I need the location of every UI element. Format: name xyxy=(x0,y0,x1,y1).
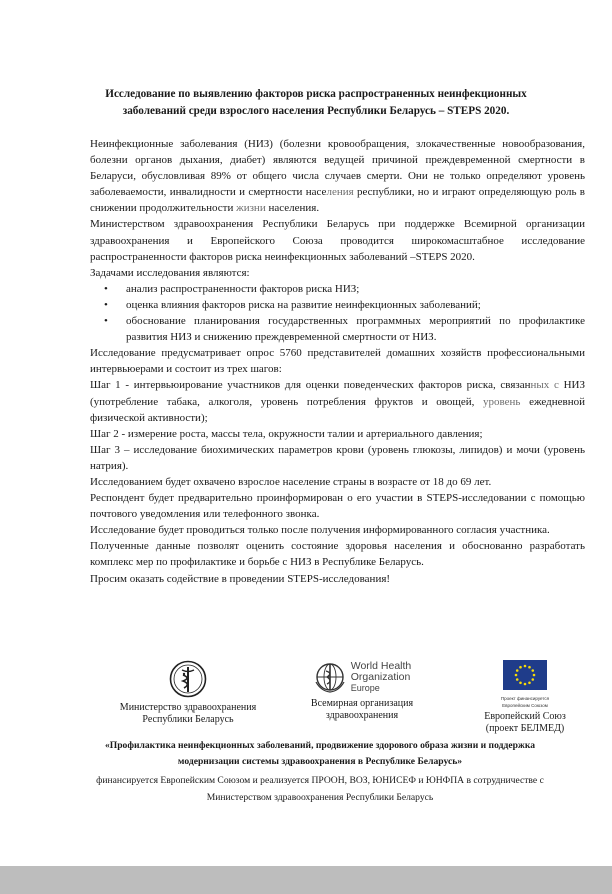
who-emblem-icon xyxy=(313,660,347,694)
list-item: • обоснование планирования государственных программных мероприятий по профилактике развития НИЗ и снижению преждевременной смертности от НИЗ. xyxy=(90,313,585,345)
eu-star xyxy=(533,674,536,677)
eu-logo xyxy=(501,660,549,708)
project-title xyxy=(60,738,580,770)
paragraph-step-3: Шаг 3 – исследование биохимических параметров крови (уровень глюкозы, липидов) и мочи (уровень натрия). xyxy=(90,443,585,472)
eu-flag-icon xyxy=(503,660,547,690)
ministry-emblem-icon xyxy=(169,660,207,698)
eu-star xyxy=(528,666,531,669)
ministry-caption-line1: Министерство здравоохранения xyxy=(119,702,257,713)
who-name-line2: Organization xyxy=(350,671,411,683)
eu-caption-line2: (проект БЕЛМЕД) xyxy=(485,723,565,734)
eu-star xyxy=(515,674,518,677)
paragraph-results: Полученные данные позволят оценить состояние здоровья населения и обоснованно разработать комплекс мер по профилактике и борьбе с НИЗ в Республике Беларусь. xyxy=(90,540,585,569)
paragraph-ministry: Министерством здравоохранения Республики Беларусь при поддержке Всемирной организации здравоохранения и Европейского Союза проводится широкомасштабное исследование распространенности факторов риска неинфекционных заболеваний –STEPS 2020. xyxy=(90,218,585,263)
document-title: Исследование по выявлению факторов риска распространенных неинфекционных заболеваний среди взрослого населения Республики Беларусь – STEPS 2020. xyxy=(105,88,527,117)
who-region: Europe xyxy=(350,683,380,693)
who-caption-line2: здравоохранения xyxy=(325,710,399,721)
paragraph-respondent: Респондент будет предварительно проинформирован о его участии в STEPS-исследовании с помощью почтового уведомления или телефонного звонка. xyxy=(90,492,585,521)
eu-star xyxy=(531,669,534,672)
who-wordmark xyxy=(351,661,412,693)
text-run-faded: жизни xyxy=(236,202,266,215)
text-run: республики, но и играют определяющую роль в снижении продолжительности xyxy=(90,186,585,215)
project-title-line1: «Профилактика неинфекционных заболеваний, продвижение здорового образа жизни и поддержка xyxy=(104,740,536,751)
funding-line1: финансируется Европейским Союзом и реализуется ПРООН, ВОЗ, ЮНИСЕФ и ЮНФПА в сотрудничестве с xyxy=(96,775,544,786)
list-item: • анализ распространенности факторов риска НИЗ; xyxy=(90,281,585,297)
tasks-list xyxy=(90,281,585,345)
eu-caption-line1: Европейский Союз xyxy=(484,711,566,722)
eu-star xyxy=(516,678,519,681)
eu-star xyxy=(524,683,527,686)
partner-logos xyxy=(0,660,612,740)
who-caption-line1: Всемирная организация xyxy=(310,698,414,709)
eu-star xyxy=(519,666,522,669)
who-name-line1: World Health xyxy=(350,660,412,672)
eu-star xyxy=(531,678,534,681)
text-run-faded: ления xyxy=(326,186,354,199)
paragraph-request: Просим оказать содействие в проведении STEPS-исследования! xyxy=(90,572,391,585)
project-title-line2: модернизации системы здравоохранения в Республике Беларусь» xyxy=(177,756,463,767)
eu-star xyxy=(524,665,527,668)
paragraph-tasks-intro: Задачами исследования являются: xyxy=(90,266,250,279)
eu-star xyxy=(516,669,519,672)
who-logo-block xyxy=(282,660,442,722)
paragraph-consent: Исследование будет проводиться только после получения информированного согласия участника. xyxy=(90,524,550,537)
text-run: НИЗ (употребление табака, алкоголя, уровень потребления фруктов и овощей, xyxy=(90,379,585,408)
eu-logo-block xyxy=(450,660,600,735)
who-logo xyxy=(282,660,442,694)
text-run: ежедневной физической активности); xyxy=(90,395,585,424)
paragraph-ncd-intro xyxy=(90,136,585,216)
paragraph-step-2: Шаг 2 - измерение роста, массы тела, окружности талии и артериального давления; xyxy=(90,427,483,440)
text-run: населения. xyxy=(265,202,320,215)
scan-edge-bar xyxy=(0,866,612,894)
text-run: Шаг 1 - интервьюирование участников для оценки поведенческих факторов риска, связан xyxy=(90,379,531,392)
text-run-faded: ных с xyxy=(530,379,559,392)
text-run: Неинфекционные заболевания (НИЗ) (болезни кровообращения, злокачественные новообразования, болезни органов дыхания, диабет) являются ведущей причиной преждевременной смертности в Беларуси, обусловливая 89% от общего числа случаев смерти. Они не только определяют уровень заболеваемости, инвалидности и смертности насе xyxy=(90,138,585,199)
ministry-logo-block xyxy=(108,660,268,726)
list-item: • оценка влияния факторов риска на развитие неинфекционных заболеваний; xyxy=(90,297,585,313)
eu-small-caption-line1: Проект финансируется xyxy=(500,696,550,701)
eu-star xyxy=(519,681,522,684)
eu-star xyxy=(528,681,531,684)
paragraph-age-range: Исследованием будет охвачено взрослое население страны в возрасте от 18 до 69 лет. xyxy=(90,475,492,488)
funding-statement xyxy=(60,772,580,806)
funding-line2: Министерством здравоохранения Республики Беларусь xyxy=(206,792,434,803)
text-run-faded: уровень xyxy=(483,395,521,408)
ministry-caption-line2: Республики Беларусь xyxy=(142,714,234,725)
document-body xyxy=(90,136,585,587)
paragraph-step-1 xyxy=(90,377,585,425)
paragraph-survey: Исследование предусматривает опрос 5760 представителей домашних хозяйств профессиональными интервьюерами и состоит из трех шагов: xyxy=(90,347,585,376)
eu-small-caption-line2: Европейским Союзом xyxy=(502,703,548,708)
